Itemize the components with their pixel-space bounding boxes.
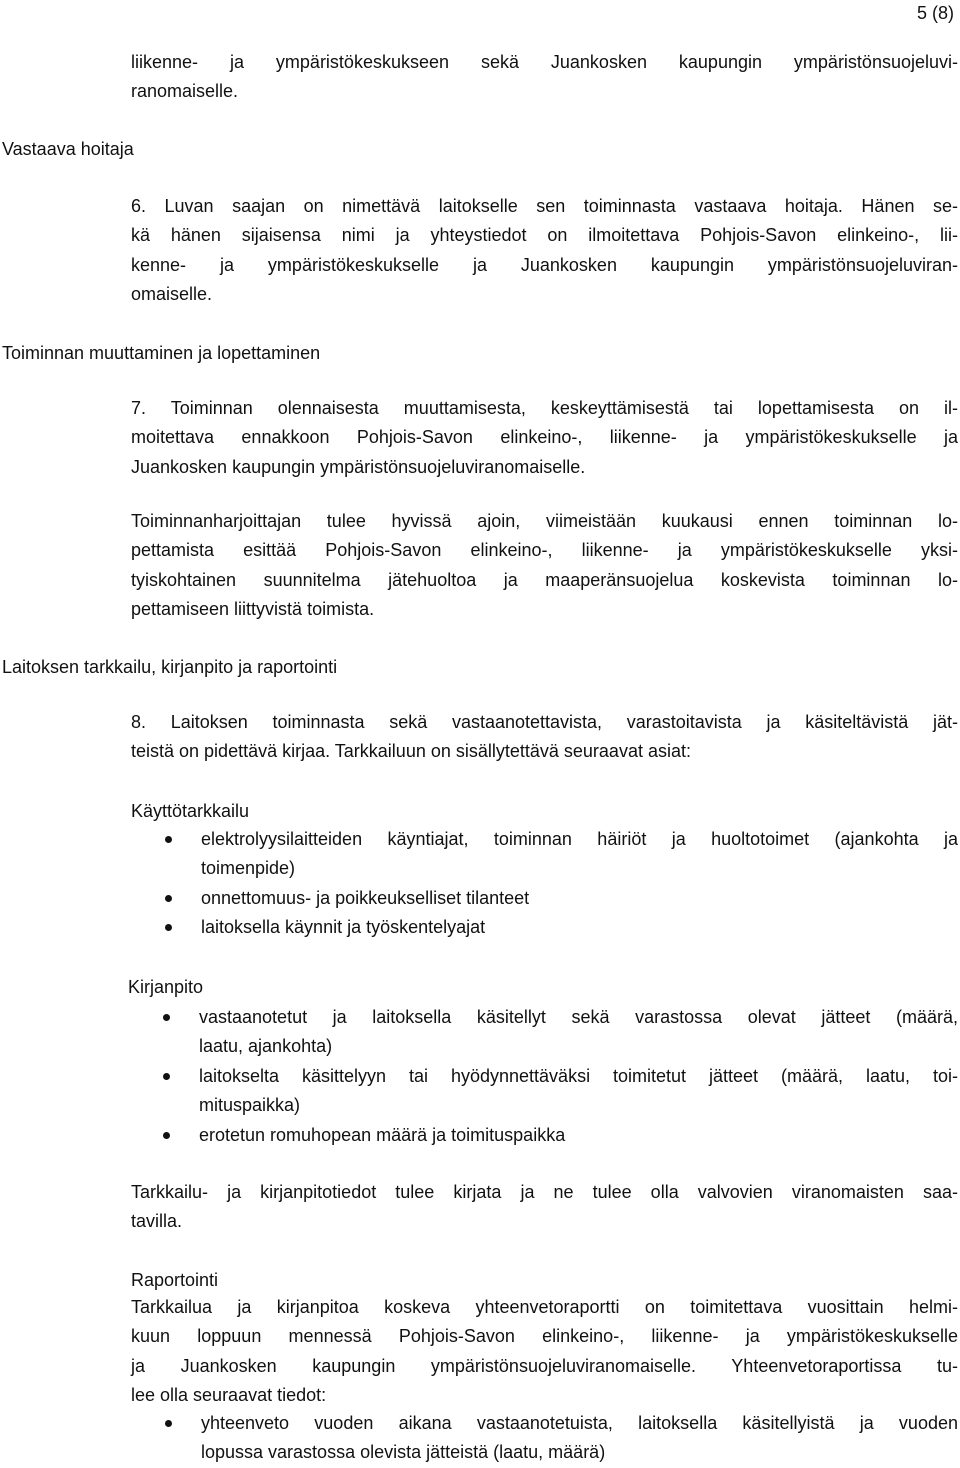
text-line: Toiminnanharjoittajan tulee hyvissä ajoin, viimeistään kuukausi ennen toiminnan lo- bbox=[131, 511, 958, 531]
text-line: kä hänen sijaisensa nimi ja yhteystiedot on ilmoitettava Pohjois-Savon elinkeino-, lii- bbox=[131, 225, 958, 246]
intro-paragraph bbox=[131, 48, 958, 107]
text-line: Tarkkailu- ja kirjanpitotiedot tulee kirjata ja ne tulee olla valvovien viranomaisten saa- bbox=[131, 1182, 958, 1202]
text-line: elektrolyysilaitteiden käyntiajat, toiminnan häiriöt ja huoltotoimet (ajankohta ja bbox=[201, 829, 958, 849]
bullet-icon bbox=[163, 1073, 170, 1080]
bullet-icon bbox=[165, 924, 172, 931]
paragraph-raportointi bbox=[131, 1293, 958, 1411]
text-line: lee olla seuraavat tiedot: bbox=[131, 1385, 327, 1406]
paragraph-tarkkailutiedot bbox=[131, 1178, 958, 1237]
bullet-icon bbox=[165, 836, 172, 843]
bullet-icon bbox=[165, 895, 172, 902]
text-line: ja Juankosken kaupungin ympäristönsuojeluviranomaiselle. Yhteenvetoraportissa tu- bbox=[131, 1355, 958, 1376]
text-line: pettamista esittää Pohjois-Savon elinkeino-, liikenne- ja ympäristökeskukselle yksi- bbox=[131, 540, 958, 561]
list-item bbox=[129, 1003, 958, 1062]
text-line: tyiskohtainen suunnitelma jätehuoltoa ja maaperänsuojelua koskevista toiminnan lo- bbox=[131, 569, 958, 590]
raportointi-list bbox=[131, 1409, 958, 1468]
text-line: yhteenveto vuoden aikana vastaanotetuista, laitoksella käsitellyistä ja vuoden bbox=[201, 1413, 958, 1433]
list-item bbox=[131, 825, 958, 884]
text-line: Juankosken kaupungin ympäristönsuojeluviranomaiselle. bbox=[131, 456, 586, 477]
heading-vastaava-hoitaja: Vastaava hoitaja bbox=[2, 139, 134, 159]
paragraph-6 bbox=[131, 192, 958, 310]
text-line: kenne- ja ympäristökeskukselle ja Juankosken kaupungin ympäristönsuojeluviran- bbox=[131, 254, 958, 275]
bullet-icon bbox=[163, 1014, 170, 1021]
paragraph-7 bbox=[131, 394, 958, 482]
text-line: teistä on pidettävä kirjaa. Tarkkailuun on sisällytettävä seuraavat asiat: bbox=[131, 741, 691, 762]
text-line: erotetun romuhopean määrä ja toimituspaikka bbox=[199, 1124, 566, 1145]
list-item bbox=[131, 913, 958, 942]
text-line: toimenpide) bbox=[201, 858, 296, 879]
text-line: moitettava ennakkoon Pohjois-Savon elinkeino-, liikenne- ja ympäristökeskukselle ja bbox=[131, 427, 958, 448]
text-line: tavilla. bbox=[131, 1211, 183, 1232]
subheading-kirjanpito: Kirjanpito bbox=[128, 977, 204, 997]
text-line: 6. Luvan saajan on nimettävä laitokselle sen toiminnasta vastaava hoitaja. Hänen se- bbox=[131, 196, 958, 216]
kayttotarkkailu-list bbox=[131, 825, 958, 943]
text-line: 8. Laitoksen toiminnasta sekä vastaanotettavista, varastoitavista ja käsiteltävistä jät- bbox=[131, 712, 958, 732]
paragraph-8 bbox=[131, 708, 958, 767]
subheading-raportointi: Raportointi bbox=[131, 1270, 219, 1290]
text-line: kuun loppuun mennessä Pohjois-Savon elinkeino-, liikenne- ja ympäristökeskukselle bbox=[131, 1326, 958, 1347]
text-line: vastaanotetut ja laitoksella käsitellyt sekä varastossa olevat jätteet (määrä, bbox=[199, 1007, 958, 1027]
bullet-icon bbox=[163, 1132, 170, 1139]
text-line: ranomaiselle. bbox=[131, 81, 239, 102]
list-item bbox=[131, 1409, 958, 1468]
text-line: pettamiseen liittyvistä toimista. bbox=[131, 599, 375, 620]
list-item bbox=[129, 1062, 958, 1121]
text-line: laatu, ajankohta) bbox=[199, 1036, 333, 1057]
heading-toiminnan-muuttaminen: Toiminnan muuttaminen ja lopettaminen bbox=[2, 343, 321, 363]
text-line: liikenne- ja ympäristökeskukseen sekä Juankosken kaupungin ympäristönsuojeluvi- bbox=[131, 52, 958, 72]
text-line: omaiselle. bbox=[131, 284, 213, 305]
text-line: onnettomuus- ja poikkeukselliset tilanteet bbox=[201, 887, 530, 908]
text-line: laitoksella käynnit ja työskentelyajat bbox=[201, 917, 486, 938]
text-line: 7. Toiminnan olennaisesta muuttamisesta, keskeyttämisestä tai lopettamisesta on il- bbox=[131, 398, 958, 418]
text-line: laitokselta käsittelyyn tai hyödynnettäväksi toimitetut jätteet (määrä, laatu, toi- bbox=[199, 1065, 958, 1086]
page-number: 5 (8) bbox=[916, 3, 954, 23]
text-line: lopussa varastossa olevista jätteistä (laatu, määrä) bbox=[201, 1442, 606, 1463]
paragraph-lopettaminen bbox=[131, 507, 958, 625]
text-line: mituspaikka) bbox=[199, 1095, 301, 1116]
heading-laitoksen-tarkkailu: Laitoksen tarkkailu, kirjanpito ja raportointi bbox=[2, 657, 338, 677]
subheading-kayttotarkkailu: Käyttötarkkailu bbox=[131, 801, 250, 821]
list-item bbox=[131, 884, 958, 913]
bullet-icon bbox=[165, 1420, 172, 1427]
text-line: Tarkkailua ja kirjanpitoa koskeva yhteenvetoraportti on toimitettava vuosittain helmi- bbox=[131, 1297, 958, 1317]
list-item bbox=[129, 1121, 958, 1150]
kirjanpito-list bbox=[129, 1003, 958, 1150]
